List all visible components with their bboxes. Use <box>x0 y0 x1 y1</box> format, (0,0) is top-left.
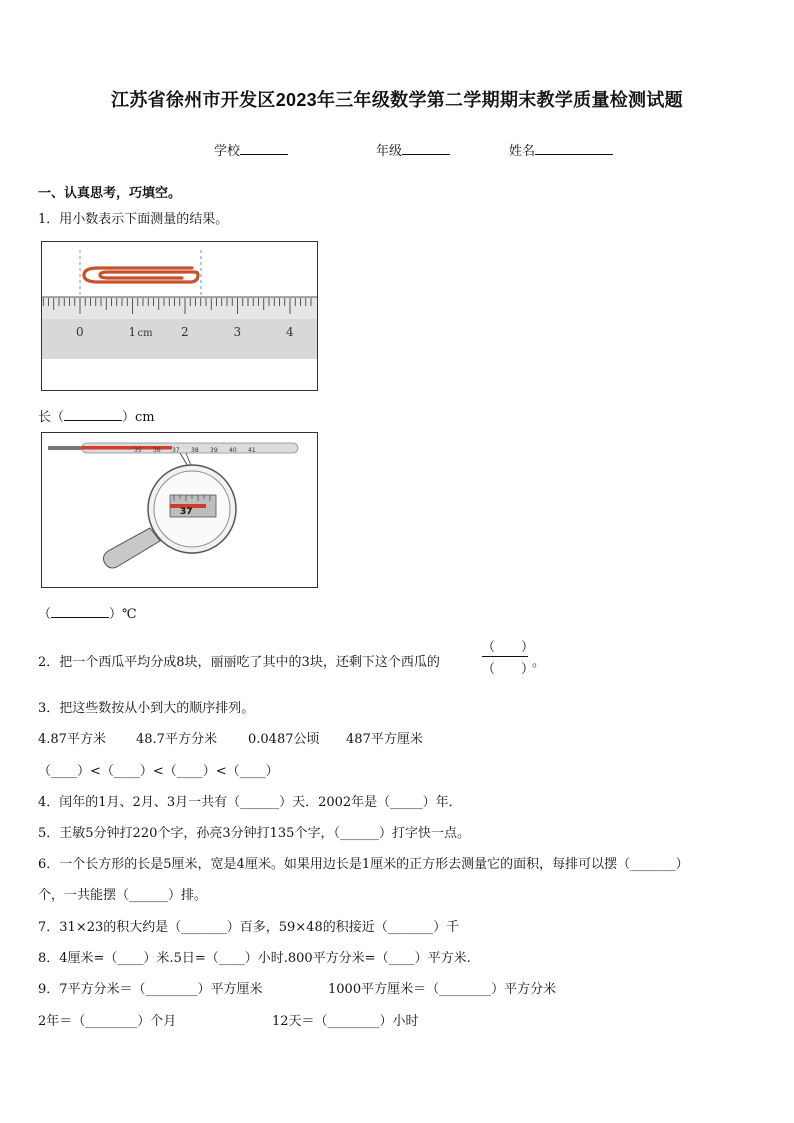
question-5[interactable]: 5．王敏5分钟打220个字，孙亮3分钟打135个字，（______）打字快一点。 <box>38 826 470 841</box>
section-heading: 一、认真思考，巧填空。 <box>38 186 182 201</box>
grade-label: 年级 <box>376 144 403 159</box>
question-2: 2．把一个西瓜平均分成8块，丽丽吃了其中的3块，还剩下这个西瓜的 <box>38 655 440 670</box>
thermometer-diagram <box>42 433 317 587</box>
fraction-numerator[interactable]: （ ） <box>482 640 535 655</box>
fraction-bar <box>482 656 528 657</box>
q3-item-2: 48.7平方分米 <box>136 732 217 747</box>
thermometer-figure <box>41 432 318 588</box>
grade-blank[interactable] <box>402 141 450 155</box>
ruler-tick-label: 2 <box>181 325 189 339</box>
fraction-answer[interactable] <box>482 636 535 677</box>
ruler-tick-label: 1 <box>128 325 137 339</box>
question-1: 1．用小数表示下面测量的结果。 <box>38 212 229 227</box>
q3-item-3: 0.0487公顷 <box>248 732 320 747</box>
name-field[interactable] <box>509 140 613 159</box>
thermometer-tick-label: 35 <box>134 447 142 454</box>
ruler-tick-label: 3 <box>233 325 242 339</box>
thermometer-tick-label: 36 <box>153 447 161 454</box>
temperature-blank[interactable] <box>51 604 109 618</box>
name-blank[interactable] <box>535 141 613 155</box>
q3-item-4: 487平方厘米 <box>346 732 423 747</box>
grade-field[interactable] <box>376 140 450 159</box>
question-3: 3．把这些数按从小到大的顺序排列。 <box>38 701 255 716</box>
paperclip-icon <box>84 268 198 282</box>
thermometer-tick-label: 39 <box>210 447 218 454</box>
question-6-line-2[interactable]: 个，一共能摆（______）排。 <box>38 888 208 903</box>
thermometer-tick-label: 40 <box>229 447 237 454</box>
q3-order-line[interactable]: （____）<（____）<（____）<（____） <box>38 764 279 779</box>
ruler-tick-label: 0 <box>76 325 84 339</box>
ruler-unit-label: cm <box>137 328 153 339</box>
question-7[interactable]: 7．31×23的积大约是（_______）百多，59×48的积接近（_______）千 <box>38 920 460 935</box>
ruler-diagram <box>42 242 317 390</box>
answer-temperature: （ ）℃ <box>38 603 137 622</box>
magnified-reading: 37 <box>180 507 193 517</box>
question-9d[interactable]: 12天＝（________）小时 <box>272 1014 419 1029</box>
question-6-line-1[interactable]: 6．一个长方形的长是5厘米，宽是4厘米。如果用边长是1厘米的正方形去测量它的面积，每排可以摆（_______） <box>38 857 689 872</box>
question-9c[interactable]: 2年＝（________）个月 <box>38 1014 177 1029</box>
school-label: 学校 <box>214 144 241 159</box>
magnifier-icon <box>103 465 236 568</box>
answer-length: 长（ ）cm <box>38 406 155 425</box>
question-2-end: 。 <box>532 655 546 670</box>
thermometer-tick-label: 41 <box>248 447 256 454</box>
question-8[interactable]: 8．4厘米=（____）米.5日=（____）小时.800平方分米=（____）平方米. <box>38 951 471 966</box>
question-4[interactable]: 4．闰年的1月、2月、3月一共有（______）天．2002年是（_____）年． <box>38 795 462 810</box>
name-label: 姓名 <box>509 144 536 159</box>
school-field[interactable] <box>214 140 288 159</box>
question-9b[interactable]: 1000平方厘米＝（________）平方分米 <box>328 982 557 997</box>
ruler-tick-label: 4 <box>286 325 294 339</box>
length-blank[interactable] <box>64 407 122 421</box>
thermometer-tick-label: 37 <box>172 447 180 454</box>
ruler-figure <box>41 241 318 391</box>
page-title: 江苏省徐州市开发区2023年三年级数学第二学期期末教学质量检测试题 <box>111 90 683 110</box>
fraction-denominator[interactable]: （ ） <box>482 662 535 677</box>
school-blank[interactable] <box>240 141 288 155</box>
q3-item-1: 4.87平方米 <box>38 732 106 747</box>
thermometer-tick-label: 38 <box>191 447 199 454</box>
question-9a[interactable]: 9．7平方分米＝（________）平方厘米 <box>38 982 263 997</box>
